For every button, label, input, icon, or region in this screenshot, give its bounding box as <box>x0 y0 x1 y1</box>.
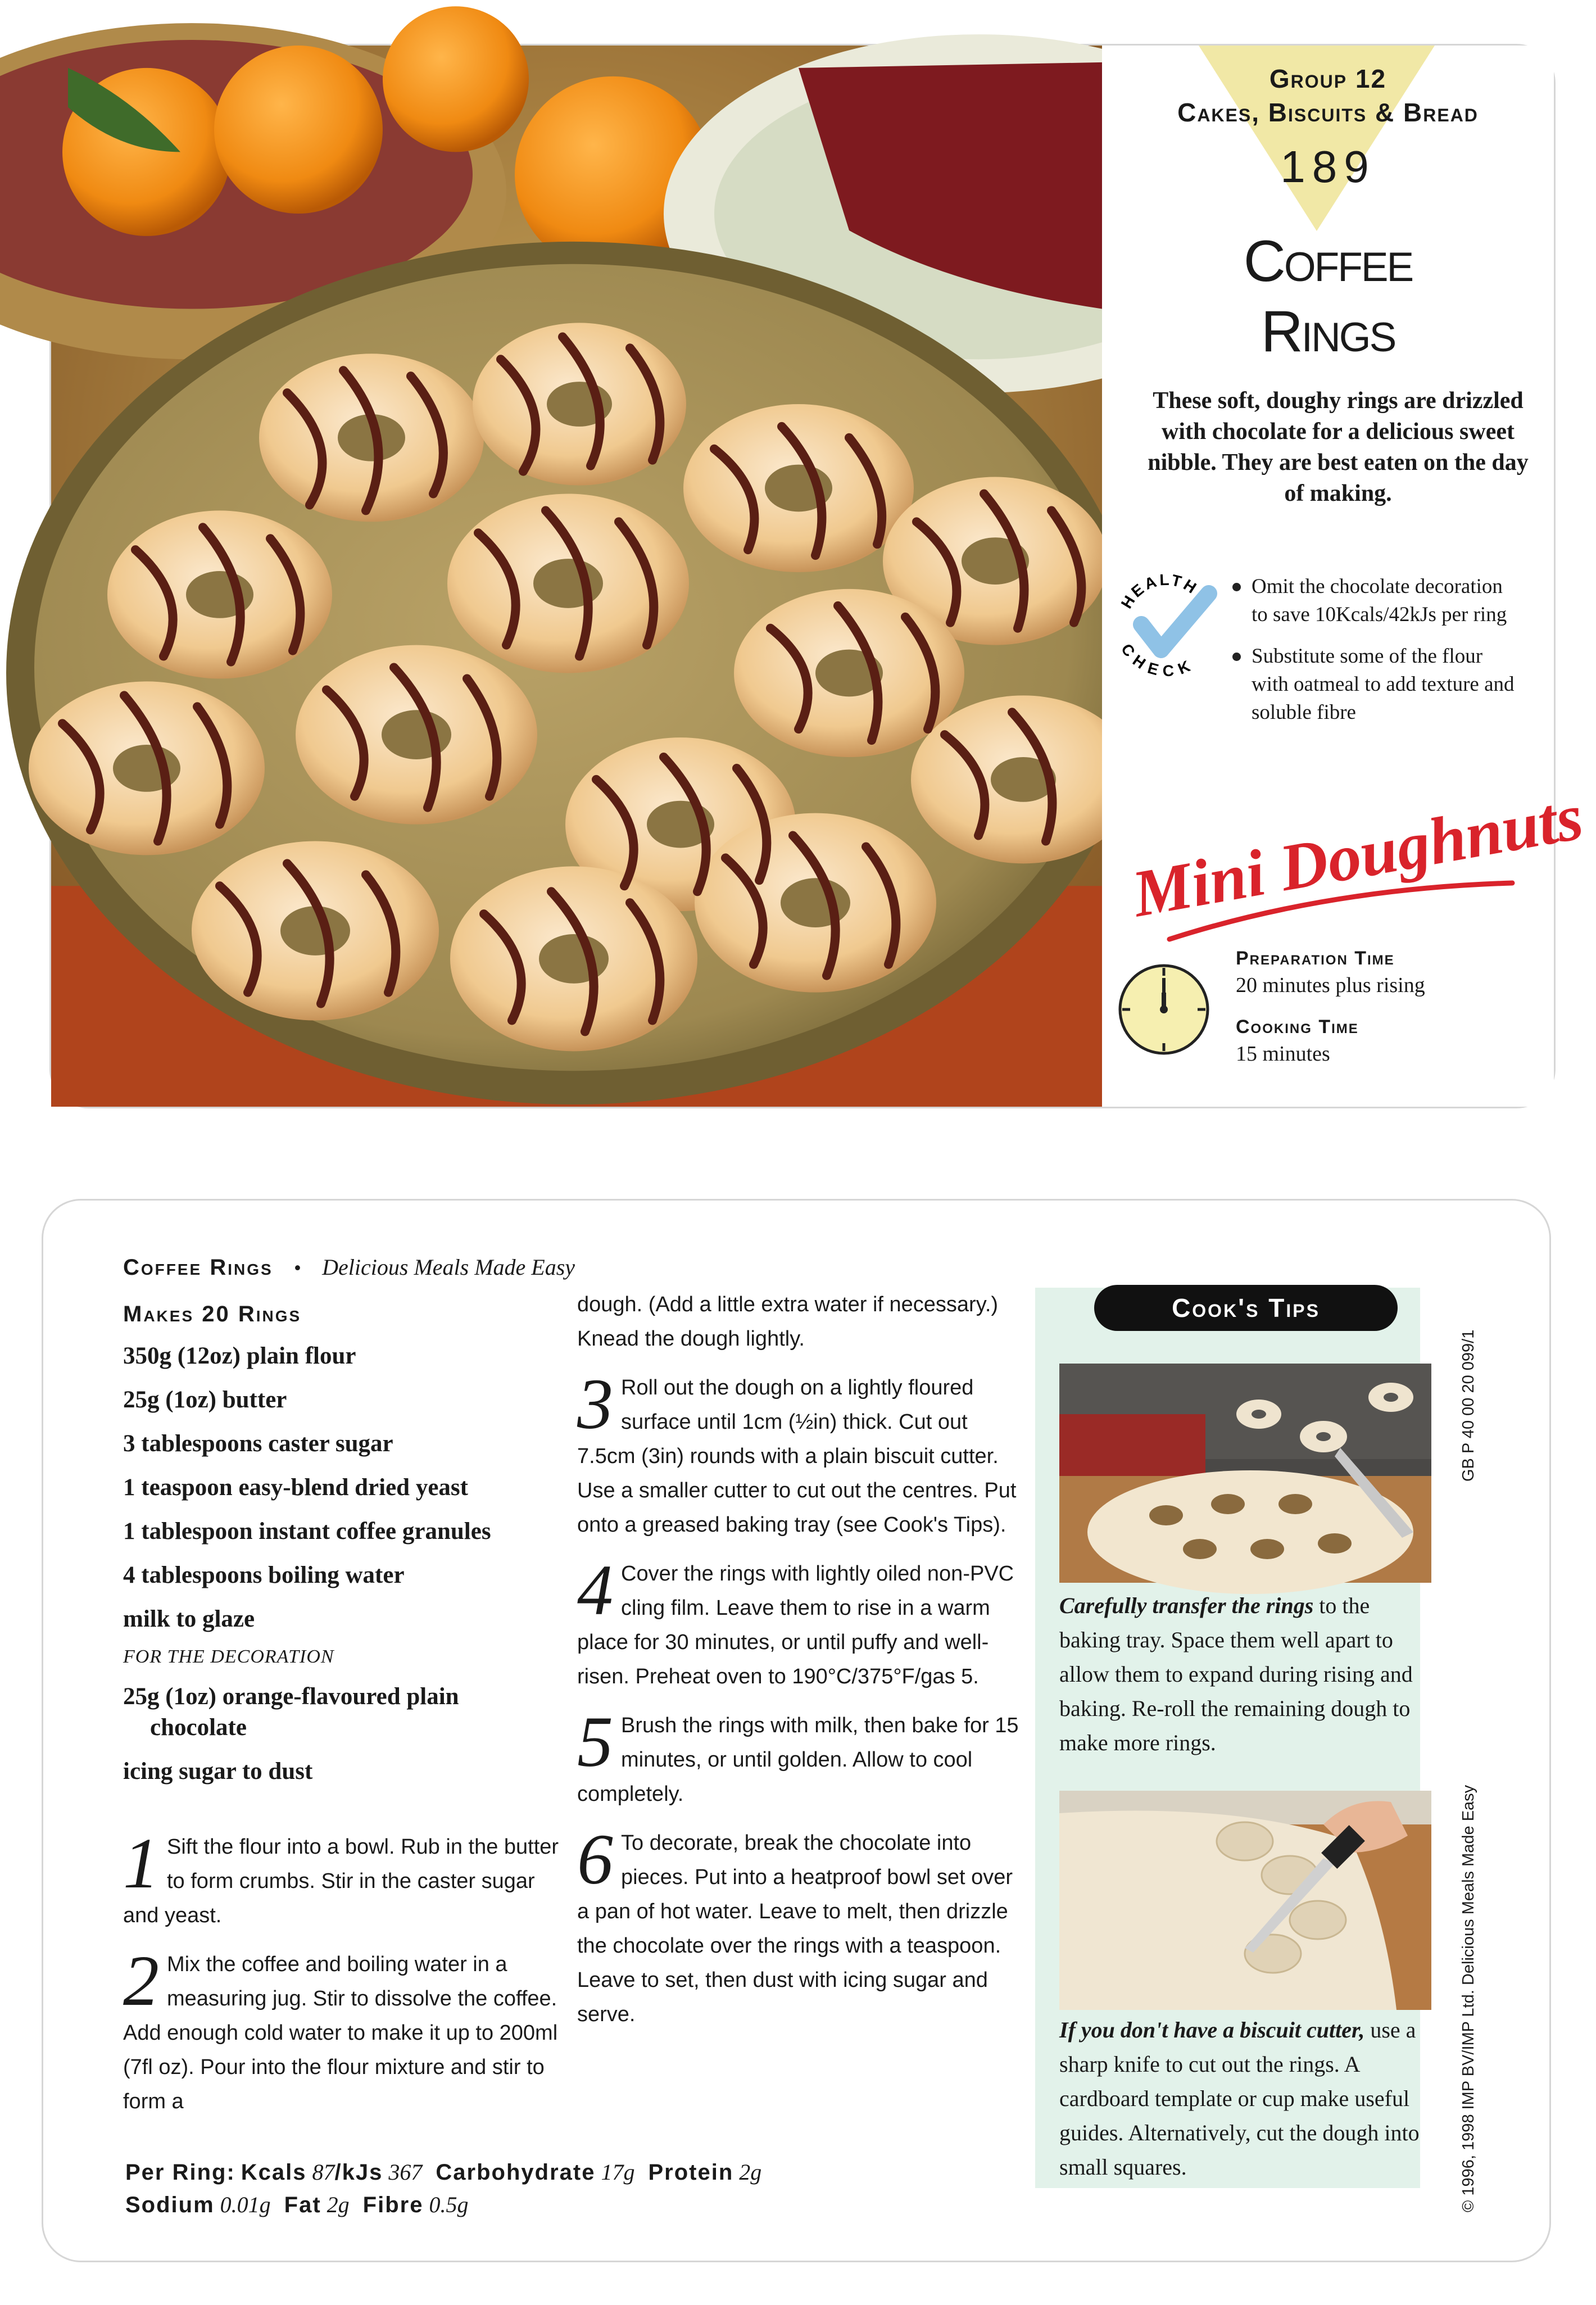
method-step: 1 Sift the flour into a bowl. Rub in the butter to form crumbs. Stir in the caster sugar and yeast. <box>123 1823 559 1927</box>
health-tip: Substitute some of the flour with oatmeal to add texture and soluble fibre <box>1230 642 1522 727</box>
tip-1: Carefully transfer the rings to the baking tray. Space them well apart to allow them to expand during rising and baking. Re-roll the remaining dough to make more rings. <box>1059 1593 1413 1755</box>
health-check-icon <box>1110 568 1223 681</box>
recipe-title-line2: Rings <box>1261 299 1395 364</box>
recipe-card-front <box>49 44 1588 1108</box>
ingredient: 350g (12oz) plain flour <box>123 1343 356 1369</box>
method-step: 5 Brush the rings with milk, then bake for 15 minutes, or until golden. Allow to cool completely. <box>577 1702 1019 1806</box>
ingredient: icing sugar to dust <box>123 1758 313 1785</box>
card-number: 189 <box>1280 142 1376 192</box>
recipe-card-back <box>42 1199 1551 2262</box>
cook-time-label: Cooking Time <box>1236 1016 1359 1038</box>
method-column-2 <box>577 1288 1027 2046</box>
decoration-label: FOR THE DECORATION <box>123 1646 334 1667</box>
prep-time-label: Preparation Time <box>1236 948 1395 969</box>
health-tip: Omit the chocolate decoration to save 10Kcals/42kJs per ring <box>1230 573 1522 629</box>
nickname-script <box>1125 779 1588 950</box>
group-label: Group 12 <box>1269 64 1387 93</box>
back-header: Coffee Rings • Delicious Meals Made Easy <box>123 1255 575 1280</box>
cook-time-value: 15 minutes <box>1236 1042 1330 1066</box>
ingredient: 1 tablespoon instant coffee granules <box>123 1518 491 1545</box>
ingredient: 3 tablespoons caster sugar <box>123 1430 393 1457</box>
category-label: Cakes, Biscuits & Bread <box>1177 98 1479 127</box>
recipe-title-line1: Coffee <box>1243 229 1413 294</box>
ingredient: milk to glaze <box>123 1606 255 1632</box>
ingredient: 1 teaspoon easy-blend dried yeast <box>123 1474 468 1501</box>
nutrition-info: Per Ring: Kcals 87/kJs 367 Carbohydrate 17g Protein 2g Sodium 0.01g Fat 2g Fibre 0.5g <box>125 2159 762 2217</box>
health-tips-list <box>1230 573 1522 740</box>
cooks-tips-title: Cook's Tips <box>1094 1285 1398 1331</box>
product-code: GB P 40 00 20 099/1 <box>1459 1329 1477 1482</box>
ingredient: 25g (1oz) butter <box>123 1387 287 1413</box>
tip-photo-transfer-rings <box>1059 1364 1431 1583</box>
back-header-series: Delicious Meals Made Easy <box>322 1255 575 1280</box>
coffee-rings-photo <box>51 46 1102 1107</box>
ingredients-list <box>123 1302 561 1800</box>
method-step: 2 Mix the coffee and boiling water in a measuring jug. Stir to dissolve the coffee. Add enough cold water to make it up to 200ml (7fl oz). Pour into the flour mixture and stir to form a <box>123 1941 558 2113</box>
makes-label: Makes 20 Rings <box>123 1302 302 1326</box>
recipe-intro: These soft, doughy rings are drizzled with chocolate for a delicious sweet nibble. They are best eaten on the day of making. <box>1148 388 1529 506</box>
health-badge-top-text: HEALTH <box>1117 570 1201 612</box>
ingredient: 4 tablespoons boiling water <box>123 1562 405 1588</box>
method-step: 3 Roll out the dough on a lightly floured surface until 1cm (½in) thick. Cut out 7.5cm (3in) rounds with a plain biscuit cutter. Use a smaller cutter to cut out the centres. Put onto a greased baking tray (see Cook's Tips). <box>577 1364 1017 1537</box>
copyright-line: © 1996, 1998 IMP BV/IMP Ltd. Delicious Meals Made Easy <box>1459 1785 1477 2212</box>
back-header-title: Coffee Rings <box>123 1255 273 1280</box>
method-step: 4 Cover the rings with lightly oiled non-PVC cling film. Leave them to rise in a warm place for 30 minutes, or until puffy and well-risen. Preheat oven to 190°C/375°F/gas 5. <box>577 1550 1014 1688</box>
tip-2: If you don't have a biscuit cutter, use a sharp knife to cut out the rings. A cardboard template or cup make useful guides. Alternatively, cut the dough into small squares. <box>1059 2017 1420 2180</box>
recipe-info-panel <box>1102 46 1588 1107</box>
ingredient: 25g (1oz) orange-flavoured plain chocolate <box>123 1683 459 1741</box>
method-step: 6 To decorate, break the chocolate into pieces. Put into a heatproof bowl set over a pan of hot water. Leave to melt, then drizzle the chocolate over the rings with a teaspoon. Leave to set, then dust with icing sugar and serve. <box>577 1819 1013 2026</box>
method-step-continued: dough. (Add a little extra water if necessary.) Knead the dough lightly. <box>577 1293 999 1351</box>
clock-icon <box>1113 959 1214 1060</box>
nickname-text: Mini Doughnuts <box>1127 779 1588 931</box>
health-badge-bottom-text: CHECK <box>1117 640 1195 680</box>
tip-photo-knife-cutting <box>1059 1791 1431 2010</box>
method-column-1 <box>123 1823 561 2134</box>
prep-time-value: 20 minutes plus rising <box>1236 973 1425 997</box>
